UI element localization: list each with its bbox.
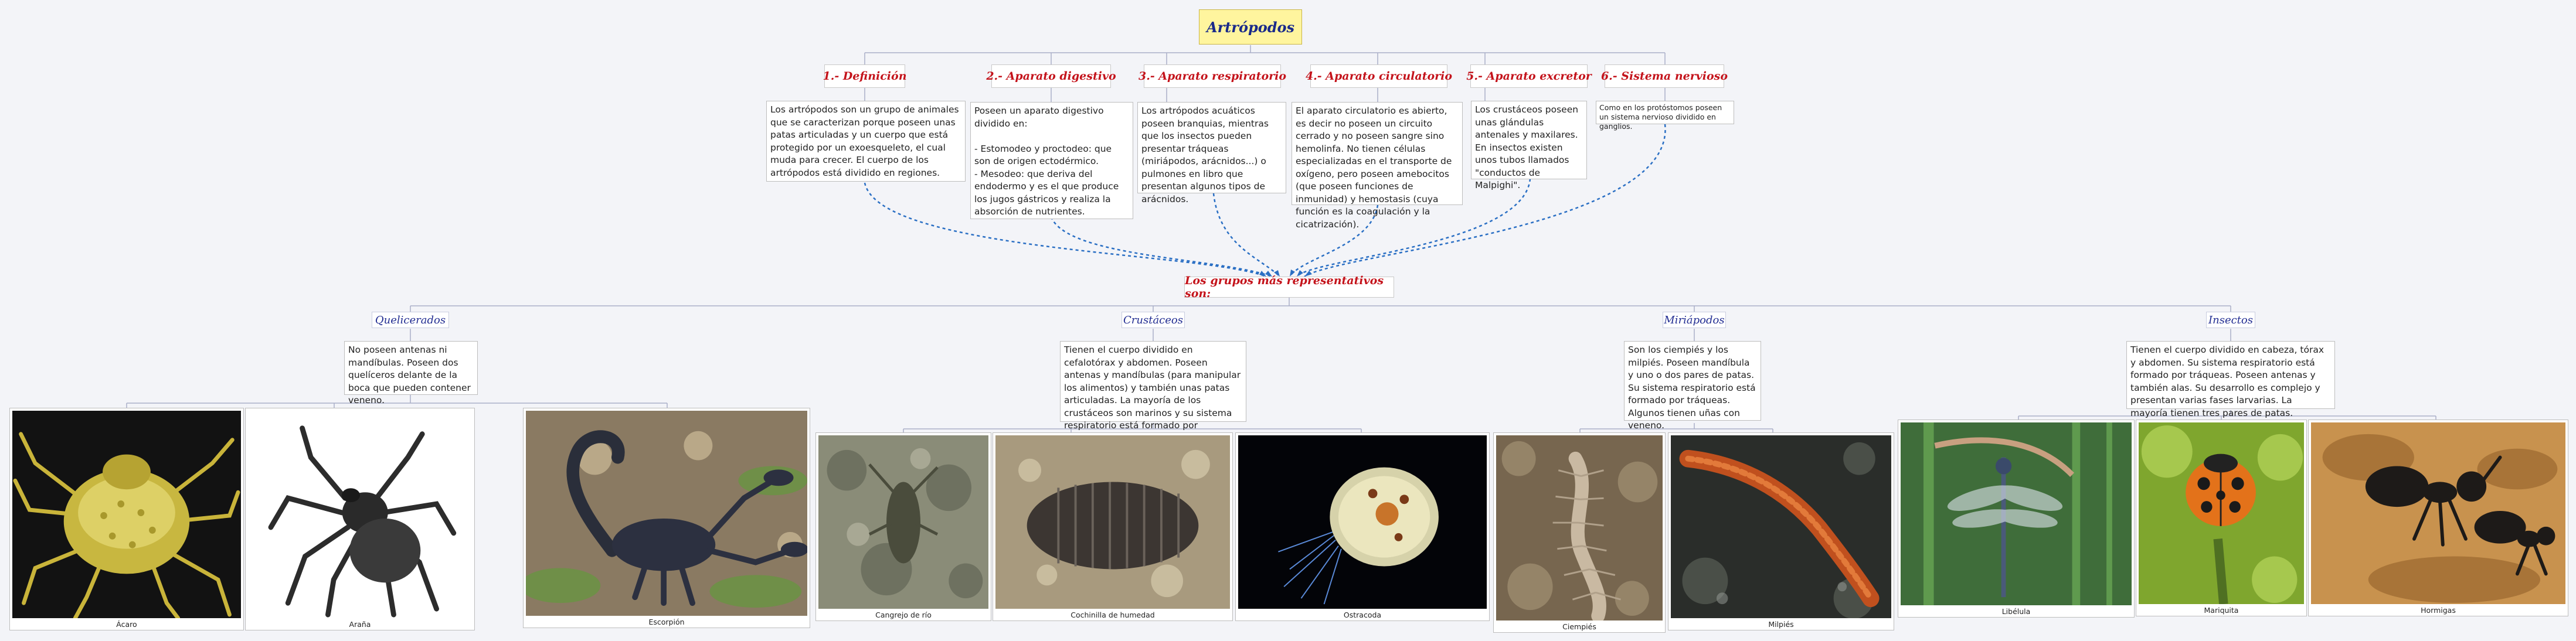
image-caption: Mariquita [2204, 606, 2239, 615]
image-caption: Ciempiés [1562, 622, 1596, 631]
root-label: Artrópodos [1206, 18, 1295, 36]
topic-sistema-nervioso[interactable] [1600, 64, 1728, 88]
note-miriapodos: Son los ciempiés y los milpiés. Poseen mandíbula y uno o dos pares de patas. Su sistema respiratorio está formado por tráqueas. Algunos tienen uñas con veneno. [1624, 341, 1761, 421]
image-card-ciempies[interactable] [1493, 432, 1666, 633]
subtopic-insectos[interactable] [2206, 312, 2255, 328]
note-sistema-nervioso: Como en los protóstomos poseen un sistema nervioso dividido en ganglios. [1596, 101, 1734, 124]
image-card-escorpion[interactable] [523, 408, 810, 628]
topic-aparato-circulatorio[interactable] [1305, 64, 1453, 88]
groups-title[interactable] [1184, 274, 1394, 300]
topic-label: 3.- Aparato respiratorio [1138, 70, 1287, 83]
topic-aparato-respiratorio[interactable] [1138, 64, 1287, 88]
image-caption: Cochinilla de humedad [1070, 611, 1155, 619]
image-caption: Milpiés [1768, 620, 1794, 629]
root-topic[interactable] [1199, 9, 1302, 45]
ostracod-photo [1238, 435, 1487, 609]
subtopic-crustaceos[interactable] [1122, 312, 1185, 328]
topic-label: 4.- Aparato circulatorio [1305, 70, 1453, 83]
subtopic-label: Quelicerados [375, 313, 446, 326]
topic-label: 1.- Definición [823, 70, 907, 83]
image-card-arana[interactable] [245, 408, 475, 630]
mite-photo [12, 411, 241, 618]
subtopic-label: Miriápodos [1664, 313, 1725, 326]
ant-photo [2311, 422, 2565, 604]
topic-definicion[interactable] [824, 64, 905, 88]
ladybug-photo [2139, 422, 2304, 604]
image-card-hormigas[interactable] [2308, 420, 2568, 616]
topic-aparato-excretor[interactable] [1466, 64, 1592, 88]
image-card-cochinilla[interactable] [993, 432, 1233, 621]
note-definicion: Los artrópodos son un grupo de animales que se caracterizan porque poseen unas patas articuladas y un cuerpo que está protegido por un exoesqueleto, el cual muda para crecer. El cuerpo de los artrópodos está dividido en regiones. [766, 101, 966, 182]
note-aparato-excretor: Los crustáceos poseen unas glándulas antenales y maxilares. En insectos existen unos tubos llamados "conductos de Malpighi". [1471, 101, 1587, 179]
note-quelicerados: No poseen antenas ni mandíbulas. Poseen dos quelíceros delante de la boca que pueden contener veneno. [344, 341, 478, 395]
millipede-photo [1671, 435, 1891, 618]
topic-label: 6.- Sistema nervioso [1600, 70, 1728, 83]
groups-title-label: Los grupos más representativos son: [1185, 274, 1384, 300]
image-caption: Libélula [2001, 607, 2031, 616]
image-card-milpies[interactable] [1668, 432, 1894, 630]
dragonfly-photo [1901, 422, 2132, 605]
scorpion-photo [526, 411, 807, 616]
image-card-libelula[interactable] [1898, 420, 2135, 618]
centipede-photo [1496, 435, 1663, 620]
topic-label: 5.- Aparato excretor [1466, 70, 1592, 83]
subtopic-label: Insectos [2208, 313, 2253, 326]
subtopic-label: Crustáceos [1123, 313, 1183, 326]
note-aparato-digestivo: Poseen un aparato digestivo dividido en: - Estomodeo y proctodeo: que son de origen ectodérmico. - Mesodeo: que deriva del endodermo y es el que produce los jugos gástricos y realiza la absorción de nutrientes. [970, 102, 1133, 219]
topic-aparato-digestivo[interactable] [986, 64, 1116, 88]
image-caption: Ostracoda [1343, 611, 1382, 619]
subtopic-miriapodos[interactable] [1663, 312, 1726, 328]
image-caption: Hormigas [2421, 606, 2456, 615]
image-caption: Ácaro [116, 620, 137, 629]
spider-photo [248, 411, 472, 618]
image-card-cangrejo-de-rio[interactable] [815, 432, 991, 621]
image-caption: Escorpión [648, 618, 685, 626]
topic-label: 2.- Aparato digestivo [986, 70, 1116, 83]
note-aparato-circulatorio: El aparato circulatorio es abierto, es decir no poseen un circuito cerrado y no poseen sangre sino hemolinfa. No tienen células especializadas en el transporte de oxígeno, pero poseen amebocitos (que poseen funciones de inmunidad) y hemostasis (cuya función es la coagulación y la cicatrización). [1292, 102, 1463, 205]
image-card-ostracoda[interactable] [1235, 432, 1490, 621]
image-card-mariquita[interactable] [2136, 420, 2307, 616]
subtopic-quelicerados[interactable] [372, 312, 449, 328]
crayfish-photo [818, 435, 988, 609]
image-caption: Cangrejo de río [875, 611, 932, 619]
note-crustaceos: Tienen el cuerpo dividido en cefalotórax y abdomen. Poseen antenas y mandíbulas (para manipular los alimentos) y también unas patas articuladas. La mayoría de los crustáceos son marinos y su sistema respiratorio está formado por [1060, 341, 1246, 422]
note-insectos: Tienen el cuerpo dividido en cabeza, tórax y abdomen. Su sistema respiratorio está formado por tráqueas. Poseen antenas y también alas. Su desarrollo es complejo y presentan varias fases larvarias. La mayoría tienen tres pares de patas. [2126, 341, 2335, 409]
woodlouse-photo [995, 435, 1230, 609]
note-aparato-respiratorio: Los artrópodos acuáticos poseen branquias, mientras que los insectos pueden presentar tráqueas (miriápodos, arácnidos...) o pulmones en libro que presentan algunos tipos de arácnidos. [1137, 102, 1286, 193]
image-card-acaro[interactable] [9, 408, 244, 630]
image-caption: Araña [349, 620, 371, 629]
